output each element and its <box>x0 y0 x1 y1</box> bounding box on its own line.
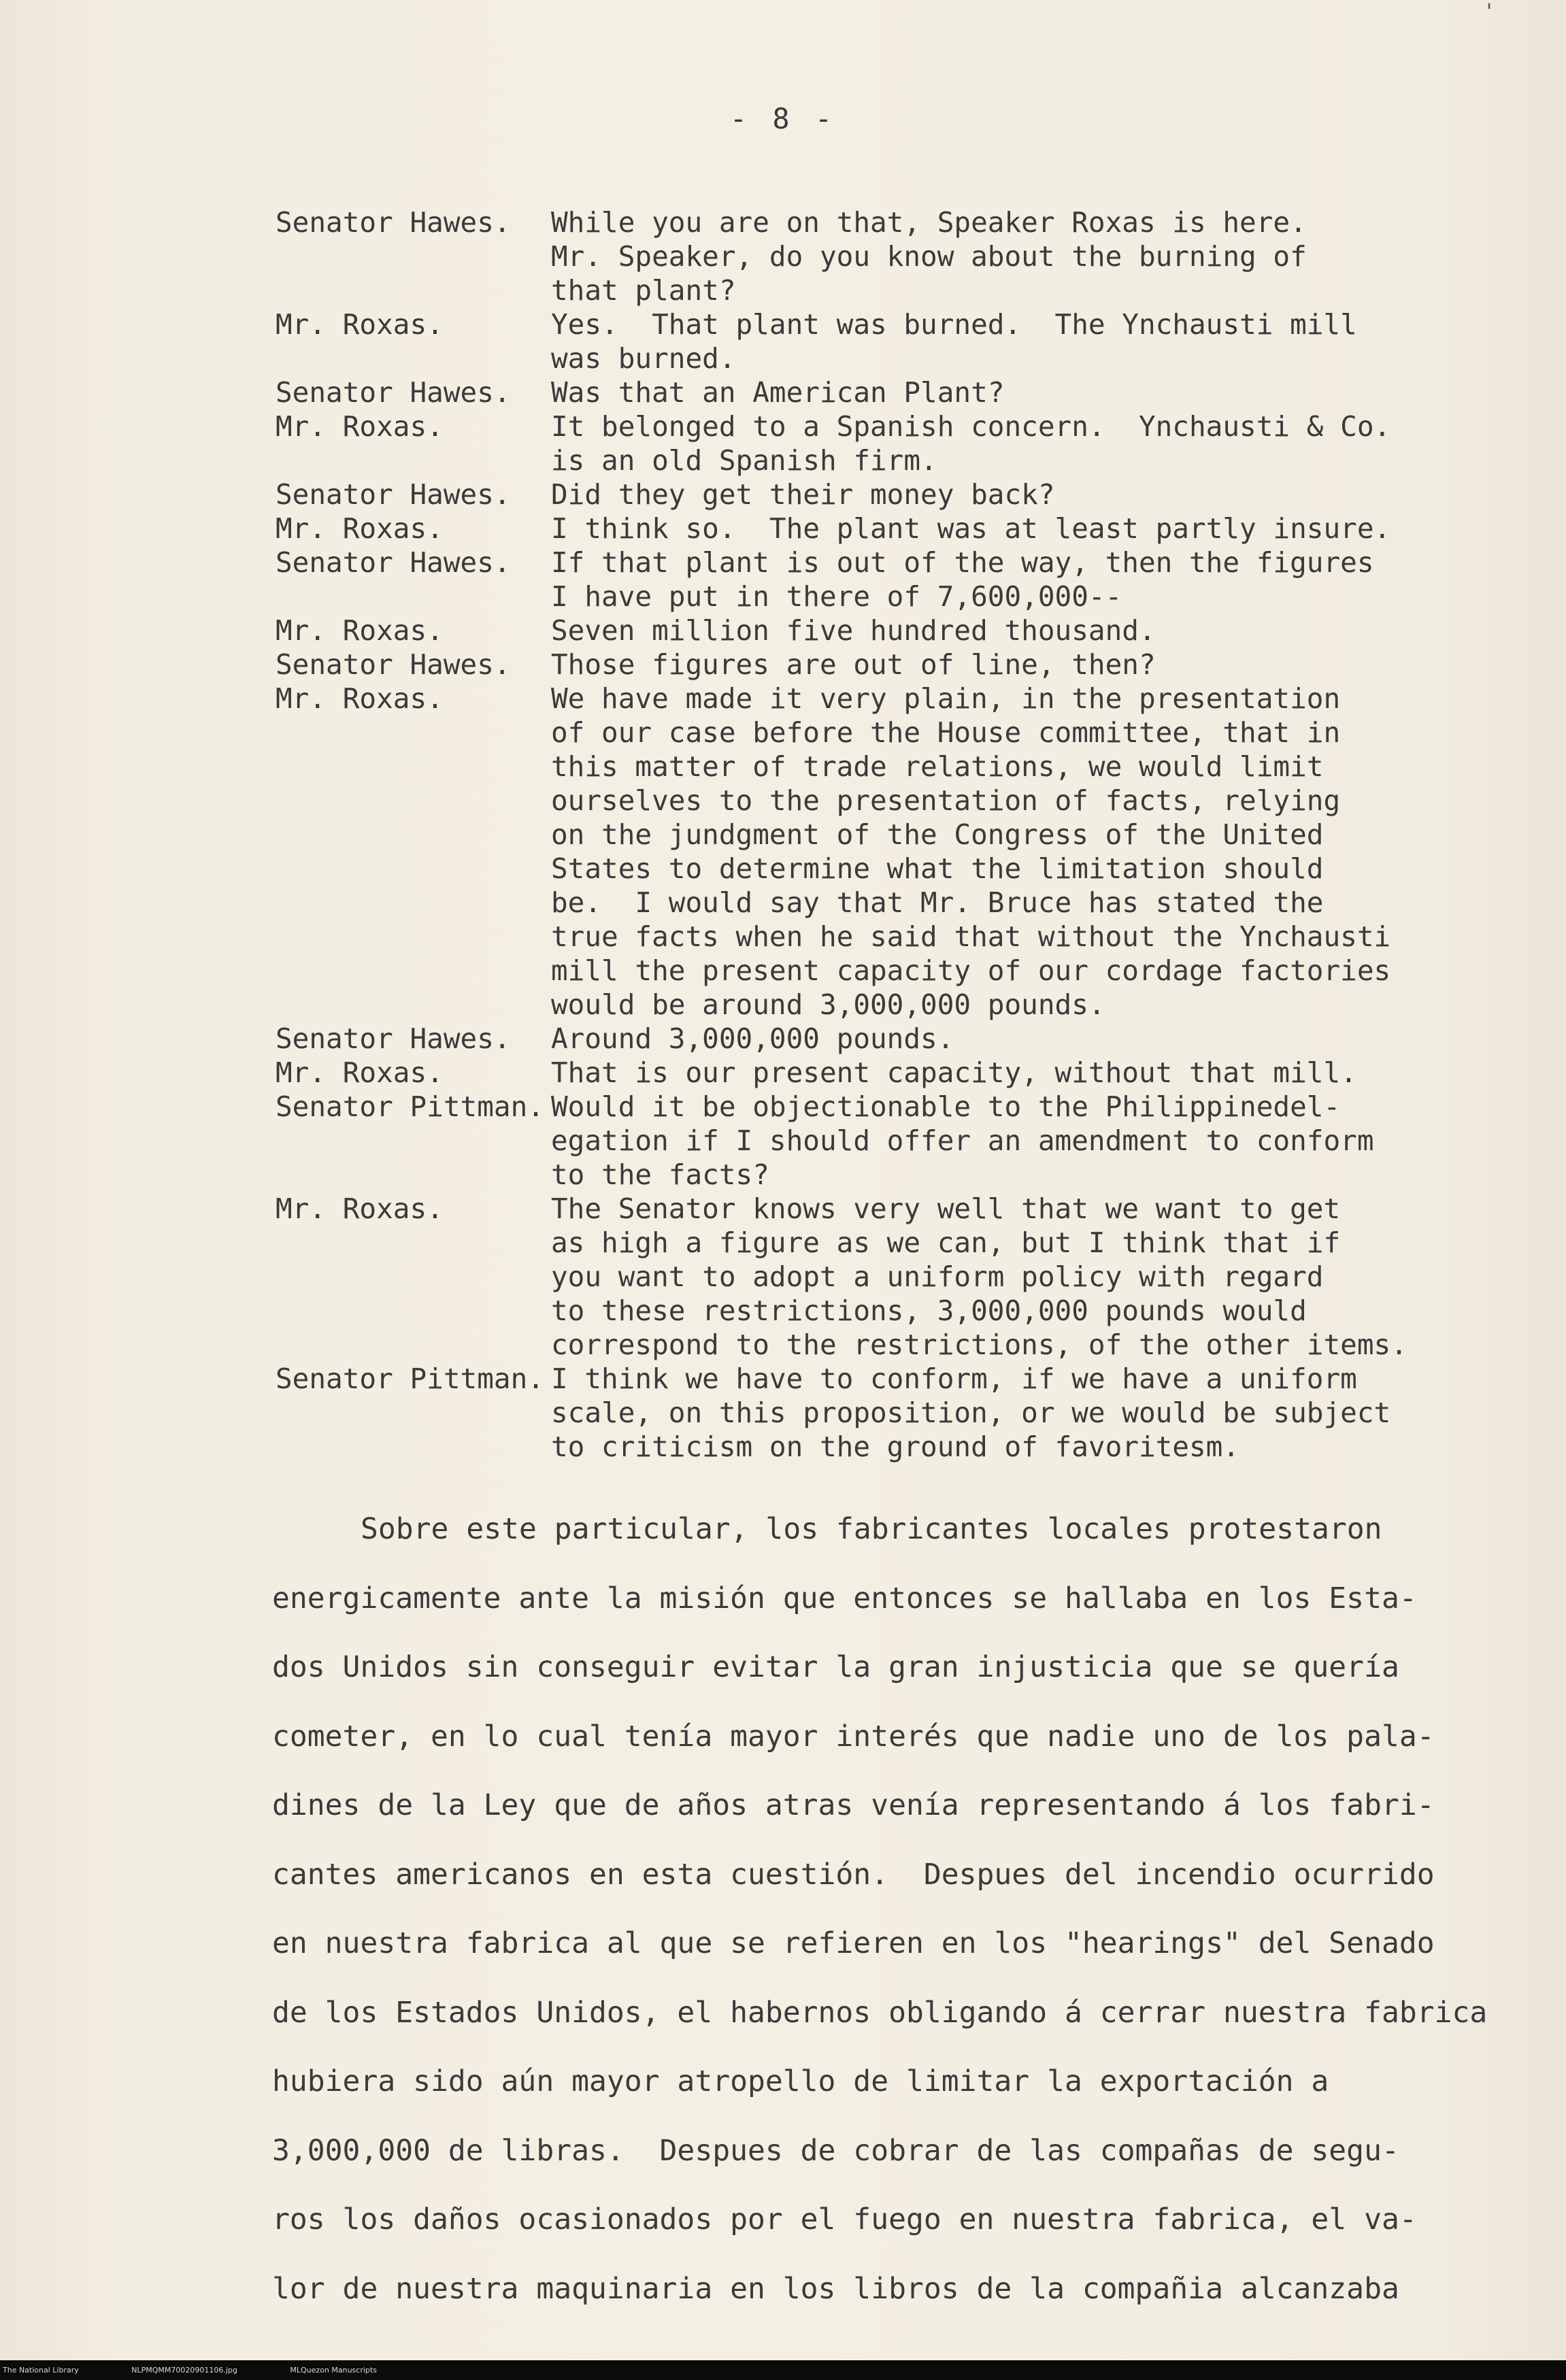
footer-library: The National Library <box>3 2366 79 2375</box>
footer-collection: MLQuezon Manuscripts <box>290 2366 377 2375</box>
paragraph-line: hubiera sido aún mayor atropello de limitar la exportación a <box>272 2064 1329 2098</box>
speech-line: Seven million five hundred thousand. <box>551 614 1156 647</box>
speaker-name: Mr. Roxas. <box>276 308 444 341</box>
speech-line: Yes. That plant was burned. The Ynchausti mill <box>551 308 1357 341</box>
speech-text <box>551 205 1486 307</box>
dialogue-turn <box>276 546 1486 614</box>
speech-text <box>551 648 1486 682</box>
speech-line: Mr. Speaker, do you know about the burning of <box>551 240 1307 273</box>
speech-text <box>551 614 1486 648</box>
speech-line: Did they get their money back? <box>551 478 1055 511</box>
dialogue-turn <box>276 307 1486 375</box>
archive-footer <box>0 2360 1566 2380</box>
dialogue-turn <box>276 477 1486 512</box>
paragraph-line: lor de nuestra maquinaria en los libros de la compañia alcanzaba <box>272 2271 1399 2306</box>
speaker-name: Senator Hawes. <box>276 478 511 511</box>
speech-line: egation if I should offer an amendment to conform <box>551 1124 1374 1157</box>
dialogue-turn <box>276 614 1486 648</box>
speech-line: scale, on this proposition, or we would be subject <box>551 1396 1391 1429</box>
speaker-name: Mr. Roxas. <box>276 614 444 647</box>
paragraph-line: en nuestra fabrica al que se refieren en los "hearings" del Senado <box>272 1926 1435 1960</box>
speech-line: Was that an American Plant? <box>551 376 1005 409</box>
speech-line: It belonged to a Spanish concern. Ynchausti & Co. <box>551 410 1391 443</box>
speech-text <box>551 375 1486 409</box>
paragraph-line: dos Unidos sin conseguir evitar la gran injusticia que se quería <box>272 1650 1399 1684</box>
speech-line: was burned. <box>551 342 736 375</box>
dialogue-turn <box>276 375 1486 409</box>
page-number: - 8 - <box>729 102 837 135</box>
speech-line: on the jundgment of the Congress of the United <box>551 818 1324 851</box>
speech-line: correspond to the restrictions, of the other items. <box>551 1328 1407 1361</box>
speech-text <box>551 512 1486 546</box>
speech-text <box>551 1056 1486 1090</box>
speaker-name: Senator Hawes. <box>276 546 511 579</box>
footer-filename: NLPMQMM70020901106.jpg <box>131 2366 237 2375</box>
speaker-name: Senator Hawes. <box>276 376 511 409</box>
speech-text <box>551 477 1486 512</box>
dialogue-turn <box>276 648 1486 682</box>
speaker-name: Mr. Roxas. <box>276 1056 444 1089</box>
speaker-name: Senator Hawes. <box>276 206 511 239</box>
dialogue-turn <box>276 1090 1486 1192</box>
speech-line: If that plant is out of the way, then the figures <box>551 546 1374 579</box>
hearing-transcript <box>276 205 1486 1464</box>
paragraph-line: energicamente ante la misión que entonces se hallaba en los Esta- <box>272 1581 1417 1615</box>
dialogue-turn <box>276 1192 1486 1362</box>
speech-line: ourselves to the presentation of facts, relying <box>551 784 1341 817</box>
dialogue-turn <box>276 512 1486 546</box>
paragraph-line: Sobre este particular, los fabricantes locales protestaron <box>361 1512 1382 1546</box>
speaker-name: Senator Hawes. <box>276 648 511 681</box>
speech-line: I think we have to conform, if we have a uniform <box>551 1362 1357 1395</box>
dialogue-turn <box>276 682 1486 1022</box>
speech-text <box>551 682 1486 1022</box>
dialogue-turn <box>276 1022 1486 1056</box>
paragraph-line: ros los daños ocasionados por el fuego en nuestra fabrica, el va- <box>272 2202 1417 2236</box>
speaker-name: Mr. Roxas. <box>276 1192 444 1225</box>
speaker-name: Senator Pittman. <box>276 1090 544 1123</box>
speech-text <box>551 1022 1486 1056</box>
speaker-name: Mr. Roxas. <box>276 682 444 715</box>
speech-text <box>551 1362 1486 1464</box>
speech-line: Around 3,000,000 pounds. <box>551 1022 954 1055</box>
dialogue-turn <box>276 205 1486 307</box>
speech-line: I think so. The plant was at least partly insure. <box>551 512 1391 545</box>
dialogue-turn <box>276 409 1486 477</box>
dialogue-turn <box>276 1362 1486 1464</box>
speech-line: is an old Spanish firm. <box>551 444 937 477</box>
speech-line: States to determine what the limitation should <box>551 852 1324 885</box>
paragraph-line: 3,000,000 de libras. Despues de cobrar de las compañas de segu- <box>272 2133 1399 2168</box>
speech-line: to the facts? <box>551 1158 769 1191</box>
speech-line: true facts when he said that without the Ynchausti <box>551 920 1391 953</box>
speech-line: That is our present capacity, without that mill. <box>551 1056 1357 1089</box>
speech-text <box>551 546 1486 614</box>
speaker-name: Mr. Roxas. <box>276 410 444 443</box>
speech-line: to criticism on the ground of favoritesm. <box>551 1430 1240 1463</box>
speech-line: I have put in there of 7,600,000-- <box>551 580 1122 613</box>
speech-line: this matter of trade relations, we would limit <box>551 750 1324 783</box>
speech-line: While you are on that, Speaker Roxas is here. <box>551 206 1307 239</box>
dialogue-turn <box>276 1056 1486 1090</box>
spanish-paragraph <box>272 1495 1497 2324</box>
speaker-name: Senator Pittman. <box>276 1362 544 1395</box>
speech-line: Those figures are out of line, then? <box>551 648 1156 681</box>
speech-line: you want to adopt a uniform policy with regard <box>551 1260 1324 1293</box>
speech-line: of our case before the House committee, that in <box>551 716 1341 749</box>
corner-mark: ' <box>1483 0 1496 24</box>
speech-line: would be around 3,000,000 pounds. <box>551 988 1105 1021</box>
paragraph-line: dines de la Ley que de años atras venía representando á los fabri- <box>272 1788 1435 1822</box>
speaker-name: Mr. Roxas. <box>276 512 444 545</box>
speech-line: mill the present capacity of our cordage factories <box>551 954 1391 987</box>
speech-line: that plant? <box>551 274 736 307</box>
paragraph-line: cantes americanos en esta cuestión. Despues del incendio ocurrido <box>272 1857 1435 1892</box>
speaker-name: Senator Hawes. <box>276 1022 511 1055</box>
speech-line: We have made it very plain, in the presentation <box>551 682 1341 715</box>
speech-line: be. I would say that Mr. Bruce has stated the <box>551 886 1324 919</box>
speech-line: as high a figure as we can, but I think that if <box>551 1226 1341 1259</box>
speech-text <box>551 307 1486 375</box>
speech-line: to these restrictions, 3,000,000 pounds would <box>551 1294 1307 1327</box>
paragraph-line: de los Estados Unidos, el habernos obligando á cerrar nuestra fabrica <box>272 1995 1488 2030</box>
speech-line: The Senator knows very well that we want to get <box>551 1192 1341 1225</box>
paragraph-line: cometer, en lo cual tenía mayor interés que nadie uno de los pala- <box>272 1719 1435 1754</box>
speech-line: Would it be objectionable to the Philippinedel- <box>551 1090 1341 1123</box>
speech-text <box>551 1090 1486 1192</box>
speech-text <box>551 409 1486 477</box>
speech-text <box>551 1192 1486 1362</box>
